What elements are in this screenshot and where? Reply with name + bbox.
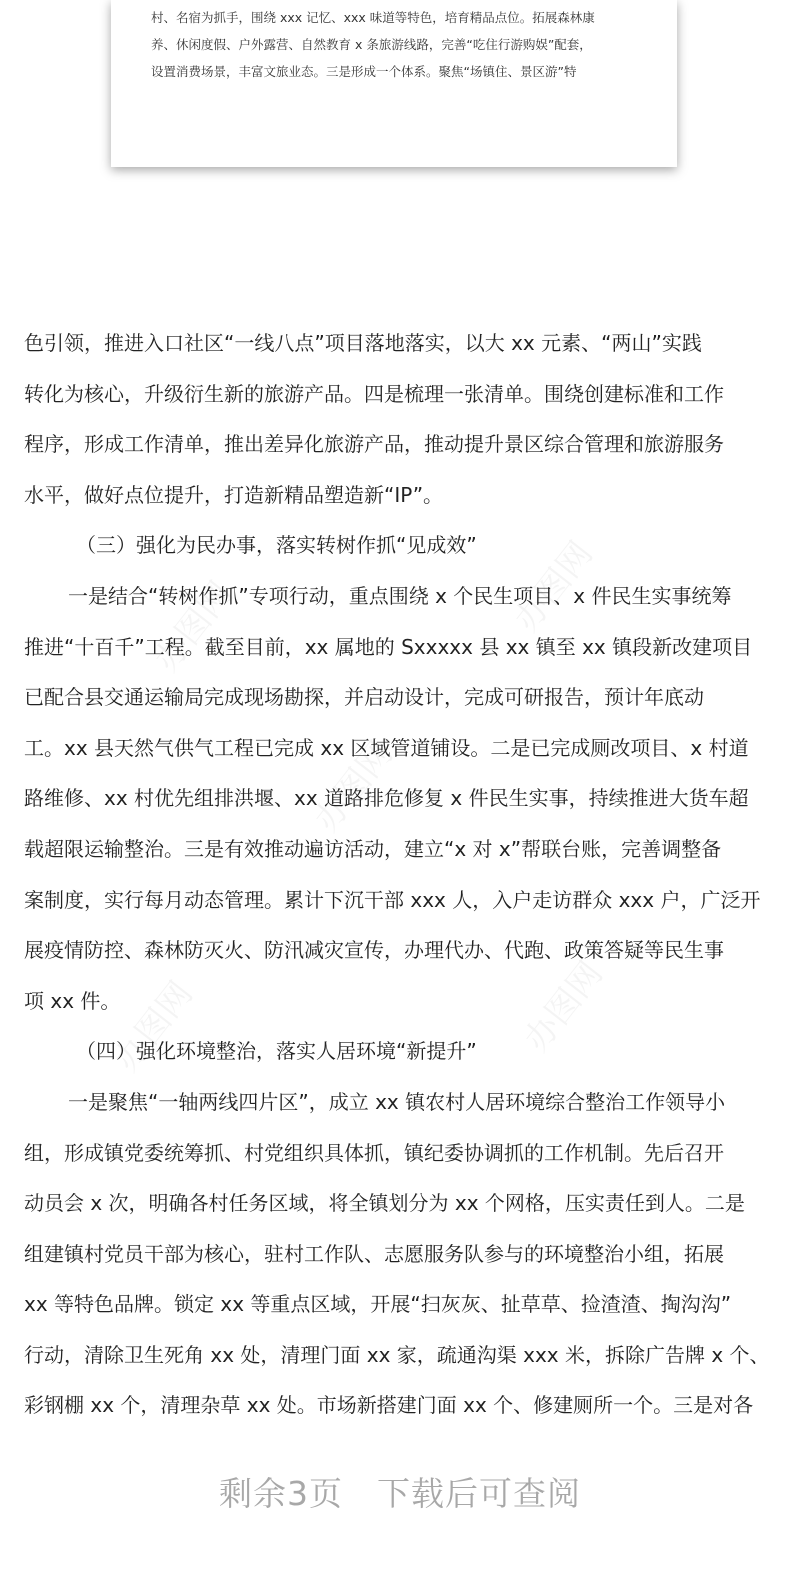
download-prompt[interactable] bbox=[0, 1468, 800, 1515]
text-line: 水平，做好点位提升，打造新精品塑造新“IP”。 bbox=[24, 482, 444, 507]
text-line: 路维修、xx 村优先组排洪堰、xx 道路排危修复 x 件民生实事，持续推进大货车超 bbox=[24, 786, 749, 811]
preview-line: 设置消费场景，丰富文旅业态。三是形成一个体系。聚焦“场镇住、景区游”特 bbox=[151, 64, 577, 79]
remaining-pages-label: 剩余3页 bbox=[219, 1474, 343, 1513]
text-line: 展疫情防控、森林防灭火、防汛减灾宣传，办理代办、代跑、政策答疑等民生事 bbox=[24, 938, 724, 963]
section-heading: （三）强化为民办事，落实转树作抓“见成效” bbox=[76, 533, 477, 558]
paragraph-first-line: 一是聚焦“一轴两线四片区”，成立 xx 镇农村人居环境综合整治工作领导小 bbox=[68, 1089, 726, 1114]
text-line: xx 等特色品牌。锁定 xx 等重点区域，开展“扫灰灰、扯草草、捡渣渣、掏沟沟” bbox=[24, 1292, 732, 1317]
text-line: 色引领，推进入口社区“一线八点”项目落地落实，以大 xx 元素、“两山”实践 bbox=[24, 331, 702, 355]
text-line: 程序，形成工作清单，推出差异化旅游产品，推动提升景区综合管理和旅游服务 bbox=[24, 432, 724, 457]
text-line: 组，形成镇党委统筹抓、村党组织具体抓，镇纪委协调抓的工作机制。先后召开 bbox=[24, 1140, 724, 1165]
text-line: 载超限运输整治。三是有效推动遍访活动，建立“x 对 x”帮联台账，完善调整备 bbox=[24, 836, 722, 861]
section-heading: （四）强化环境整治，落实人居环境“新提升” bbox=[76, 1039, 477, 1064]
paragraph-first-line: 一是结合“转树作抓”专项行动，重点围绕 x 个民生项目、x 件民生实事统筹 bbox=[68, 583, 732, 608]
text-line: 案制度，实行每月动态管理。累计下沉干部 xxx 人，入户走访群众 xxx 户，广泛开 bbox=[24, 887, 761, 912]
text-line: 推进“十百千”工程。截至目前，xx 属地的 Sxxxxx 县 xx 镇至 xx 镇段新改建项目 bbox=[24, 634, 753, 659]
text-line: 组建镇村党员干部为核心，驻村工作队、志愿服务队参与的环境整治小组，拓展 bbox=[24, 1241, 724, 1266]
text-line: 转化为核心，升级衍生新的旅游产品。四是梳理一张清单。围绕创建标准和工作 bbox=[24, 381, 724, 406]
preview-line: 村、名宿为抓手，围绕 xxx 记忆、xxx 味道等特色，培育精品点位。拓展森林康 bbox=[151, 10, 595, 25]
text-line: 已配合县交通运输局完成现场勘探，并启动设计，完成可研报告，预计年底动 bbox=[24, 685, 704, 710]
document-preview-card bbox=[111, 0, 677, 167]
text-line: 工。xx 县天然气供气工程已完成 xx 区域管道铺设。二是已完成厕改项目、x 村道 bbox=[24, 735, 749, 760]
preview-line: 养、休闲度假、户外露营、自然教育 x 条旅游线路，完善“吃住行游购娱”配套， bbox=[151, 37, 592, 52]
text-line: 行动，清除卫生死角 xx 处，清理门面 xx 家，疏通沟渠 xxx 米，拆除广告牌 x 个、 bbox=[24, 1342, 770, 1367]
document-body bbox=[24, 318, 784, 1431]
text-line: 项 xx 件。 bbox=[24, 988, 121, 1013]
download-to-view-label: 下载后可查阅 bbox=[377, 1474, 581, 1513]
text-line: 彩钢棚 xx 个，清理杂草 xx 处。市场新搭建门面 xx 个、修建厕所一个。三是对各 bbox=[24, 1393, 754, 1418]
text-line: 动员会 x 次，明确各村任务区域，将全镇划分为 xx 个网格，压实责任到人。二是 bbox=[24, 1191, 745, 1216]
